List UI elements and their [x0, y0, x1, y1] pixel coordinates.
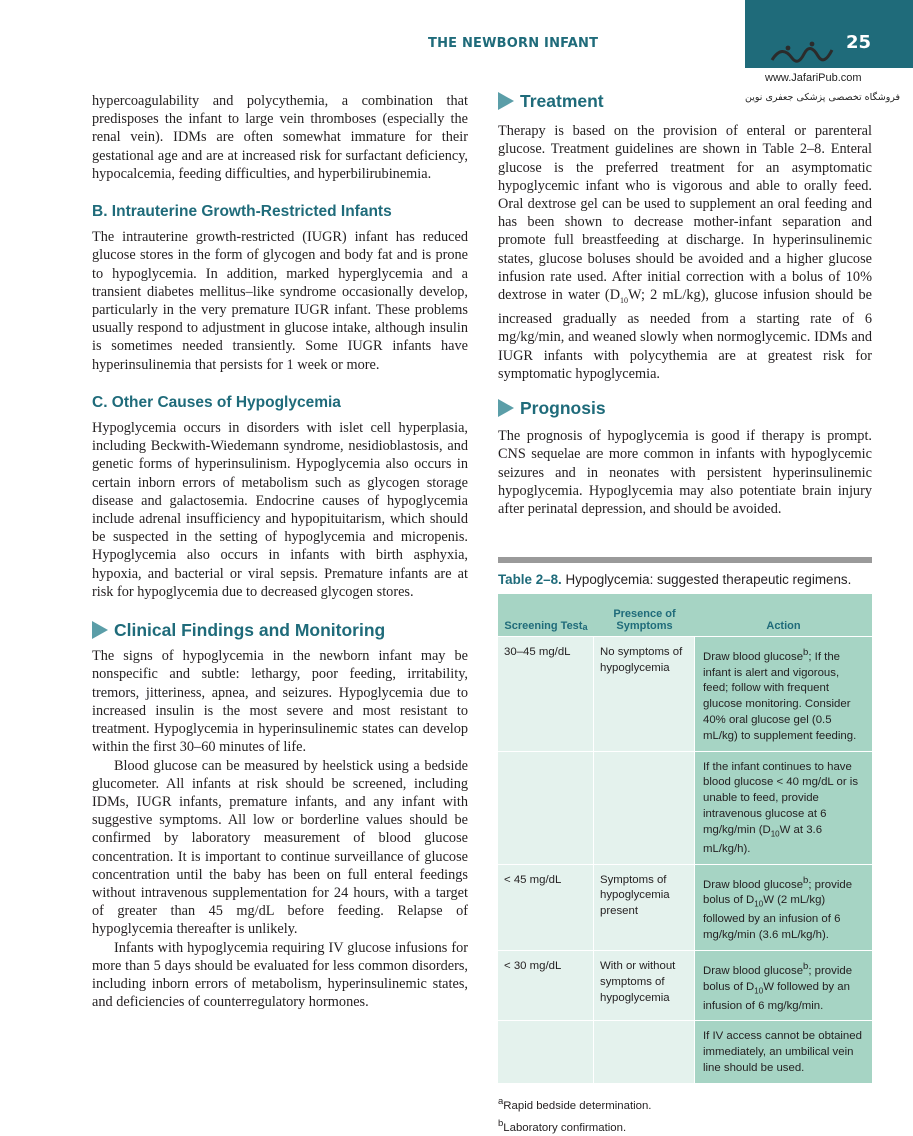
footnote-b: $^b$Laboratory confirmation.	[498, 1117, 627, 1134]
paragraph-iugr: The intrauterine growth-restricted (IUGR) infant has reduced glucose stores in the form of glycogen and body fat and is prone to hypoglycemia. In addition, marked hyperglycemia and a transient diabetes mellitus–like syndrome occasionally develop, particularly in the very premature IUGR infant. These problems usually respond to adjustment in glucose intake, although insulin is sometimes needed transiently. Some IUGR infants have hyperinsulinemia that persists for 1 week or more.	[92, 229, 468, 373]
paragraph-other-causes: Hypoglycemia occurs in disorders with islet cell hyperplasia, including Beckwith-Wiedemann syndrome, nesidioblastosis, and genetic forms of hyperinsulinism. Hypoglycemia also occurs in certain inborn errors of metabolism such as glycogen storage disease and galactosemia. Endocrine causes of hypoglycemia include adrenal insufficiency and hypopituitarism, which should be suspected in the setting of hypoglycemia and micropenis. Hypoglycemia also occurs in infants with birth asphyxia, hypoxia, and bacterial or viral sepsis. Premature infants are at risk for hypoglycemia due to decreased glycogen stores.	[92, 420, 468, 600]
table-title	[498, 572, 872, 587]
heading-clinical-findings	[92, 621, 468, 639]
table-2-8	[498, 557, 872, 1136]
table-cell: Symptoms of hypoglycemia present	[594, 864, 695, 950]
publisher-logo-icon	[768, 36, 836, 68]
table-cell: < 30 mg/dL	[498, 950, 594, 1020]
header-screening-test: Screening Test a	[498, 594, 594, 636]
table-label: Table 2–8.	[498, 572, 562, 587]
table-cell: If IV access cannot be obtained immediately, an umbilical vein line should be used.	[695, 1020, 872, 1082]
footnote-a: $^a$Rapid bedside determination.	[498, 1095, 652, 1112]
heading-treatment-text: Treatment	[520, 91, 604, 111]
table-cell: If the infant continues to have blood glucose < 40 mg/dL or is unable to feed, provide intravenous glucose at 6 mg/kg/min ($D_{10}W$ at 3.6 mL/kg/h).	[695, 751, 872, 864]
table-cell	[498, 1020, 594, 1082]
header-presence-of-symptoms: Presence of Symptoms	[594, 594, 695, 636]
table-caption: Hypoglycemia: suggested therapeutic regimens.	[565, 572, 852, 587]
table-cell: Draw blood glucose$^b$; provide bolus of $D_{10}W$ (2 mL/kg) followed by an infusion of 6 mg/kg/min (3.6 mL/kg/h).	[695, 864, 872, 950]
section-arrow-icon	[498, 92, 514, 110]
table-top-rule	[498, 557, 872, 563]
table-cell	[594, 1020, 695, 1082]
table-cell	[594, 751, 695, 864]
paragraph-clinical-1: The signs of hypoglycemia in the newborn infant may be nonspecific and subtle: lethargy, poor feeding, irritability, tremors, jitteriness, apnea, and seizures. Hypoglycemia due to increased insulin is the most severe and most resistant to treatment. Hypoglycemia in hyperinsulinemic states can develop within the first 30–60 minutes of life.	[92, 648, 468, 756]
table-cell: 30–45 mg/dL	[498, 636, 594, 751]
section-arrow-icon	[498, 399, 514, 417]
running-head: THE NEWBORN INFANT	[428, 36, 599, 51]
heading-other-causes: C. Other Causes of Hypoglycemia	[92, 393, 341, 411]
paragraph-treatment: Therapy is based on the provision of enteral or parenteral glucose. Treatment guidelines are shown in Table 2–8. Enteral glucose is the preferred treatment for an asymptomatic hypoglycemic infant who is vigorous and able to orally feed. Oral dextrose gel can be used to supplement an oral feeding and has been shown to decrease mother-infant separation and promote full breastfeeding at discharge. In hyperinsulinemic states, glucose boluses should be avoided and a higher glucose infusion rate used. After initial correction with a bolus of 10% dextrose in water ($D_{10}W$; 2 mL/kg), glucose infusion should be increased gradually as needed from a starting rate of 6 mg/kg/min, and weaned slowly when normoglycemic. IDMs and IUGR infants with polycythemia are at greatest risk for symptomatic hypoglycemia.	[498, 123, 872, 382]
table-cell: No symptoms of hypoglycemia	[594, 636, 695, 751]
heading-prognosis-text: Prognosis	[520, 397, 606, 418]
right-column	[498, 92, 872, 518]
heading-treatment	[498, 92, 872, 110]
paragraph-clinical-3: Infants with hypoglycemia requiring IV glucose infusions for more than 5 days should be evaluated for less common disorders, including inborn errors of metabolism, hyperinsulinemic states, and deficiencies of counterregulatory hormones.	[92, 939, 468, 1011]
table-cell	[498, 751, 594, 864]
paragraph-prognosis: The prognosis of hypoglycemia is good if therapy is prompt. CNS sequelae are more common in infants with hypoglycemic seizures and in neonates with persistent hyperinsulinemic hypoglycemia. Hypoglycemia may also potentiate brain injury after perinatal depression, and should be avoided.	[498, 428, 872, 517]
left-column	[92, 92, 468, 1011]
header-action: Action	[695, 594, 872, 636]
table-cell: With or without symptoms of hypoglycemia	[594, 950, 695, 1020]
table-cell: < 45 mg/dL	[498, 864, 594, 950]
section-arrow-icon	[92, 621, 108, 639]
heading-prognosis	[498, 399, 872, 417]
watermark-text: فروشگاه تخصصی پزشکی جعفری نوین	[745, 92, 901, 103]
watermark-url: www.JafariPub.com	[765, 72, 862, 84]
page-number: 25	[845, 32, 871, 53]
paragraph-clinical-2: Blood glucose can be measured by heelstick using a bedside glucometer. All infants at risk should be screened, including IDMs, IUGR infants, premature infants, and any infant with suggestive symptoms. All low or borderline values should be confirmed by laboratory measurement of blood glucose concentration. It is important to continue surveillance of glucose concentration until the baby has been on full enteral feedings without intravenous supplementation for 24 hours, with a target of greater than 45 mg/dL before feeding. Relapse of hypoglycemia thereafter is unlikely.	[92, 757, 468, 938]
table-body	[498, 594, 872, 1083]
heading-clinical-findings-text: Clinical Findings and Monitoring	[114, 620, 386, 641]
paragraph-intro: hypercoagulability and polycythemia, a combination that predisposes the infant to large vein thromboses (especially the renal vein). IDMs are often somewhat immature for their gestational age and are at increased risk for surfactant deficiency, hypocalcemia, feeding difficulties, and hyperbilirubinemia.	[92, 93, 468, 182]
table-cell: Draw blood glucose$^b$; If the infant is alert and vigorous, feed; follow with frequent glucose monitoring. Consider 40% oral glucose gel (0.5 mL/kg) to supplement feeding.	[695, 636, 872, 751]
heading-iugr: B. Intrauterine Growth-Restricted Infants	[92, 203, 392, 221]
table-cell: Draw blood glucose$^b$; provide bolus of $D_{10}W$ followed by an infusion of 6 mg/kg/min.	[695, 950, 872, 1020]
